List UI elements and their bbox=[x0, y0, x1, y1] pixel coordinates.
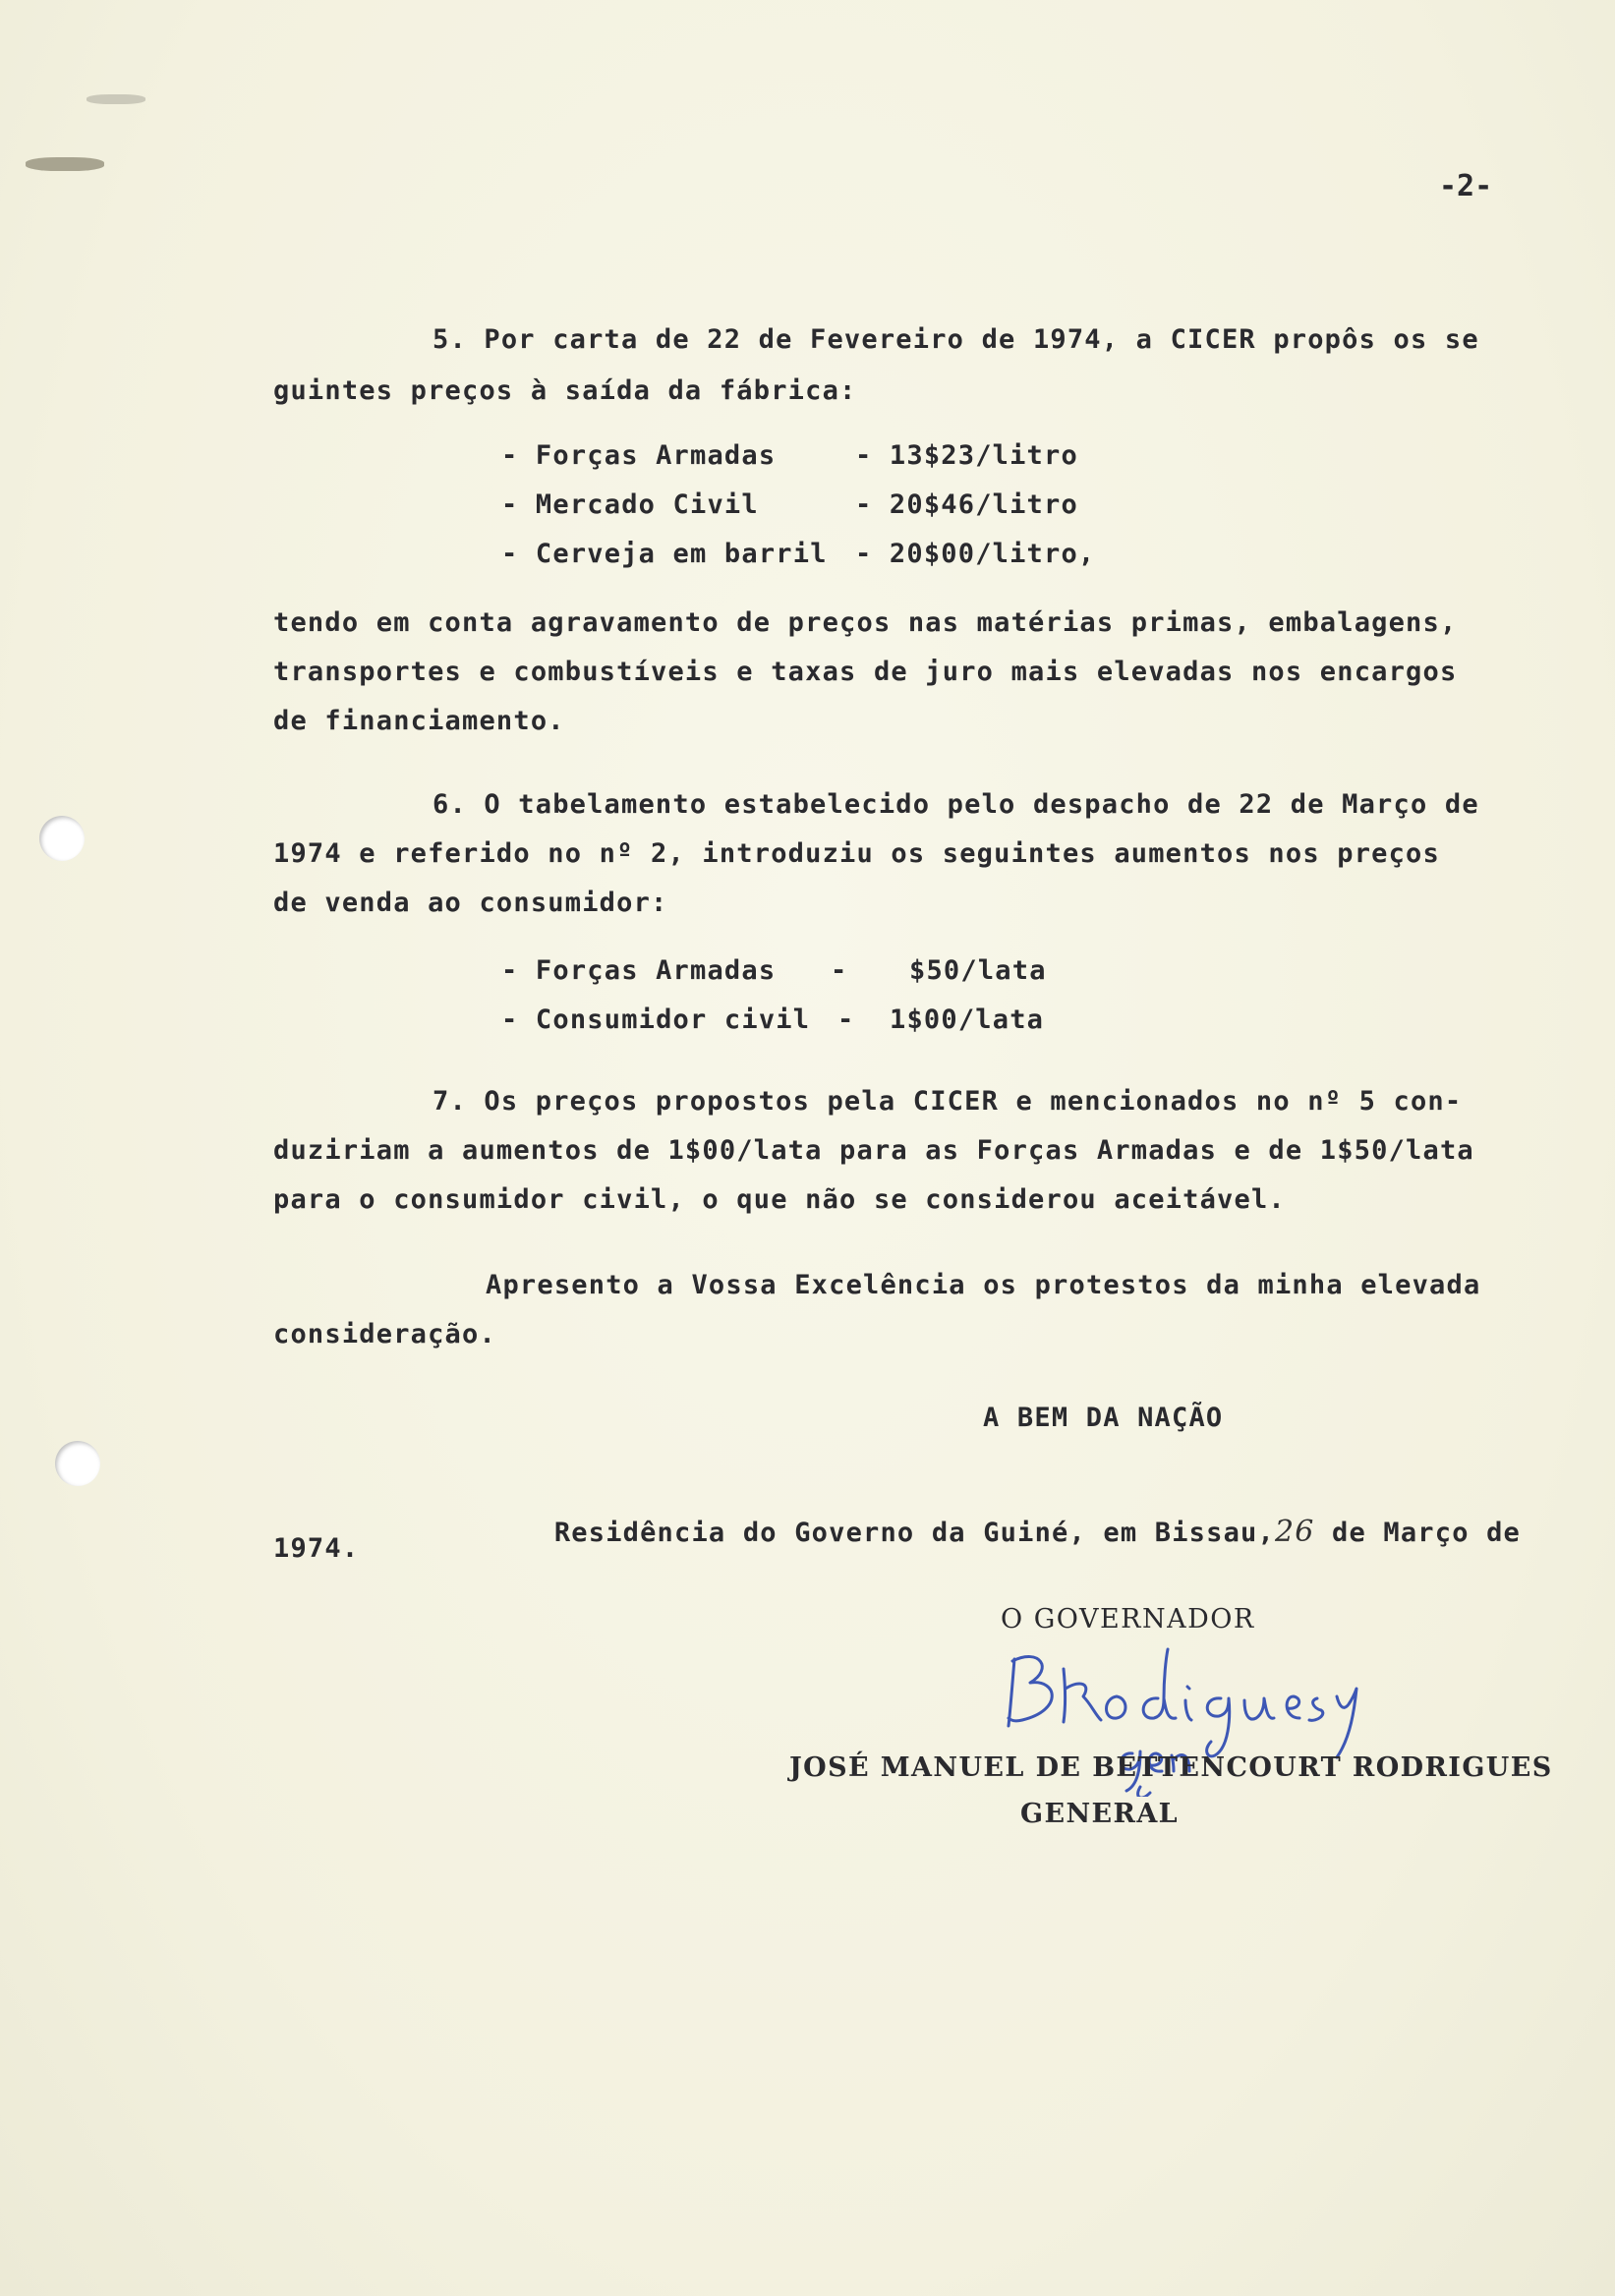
place-date-suffix: de Março de bbox=[1314, 1518, 1522, 1548]
closing-line: consideração. bbox=[273, 1319, 496, 1349]
para5-item-value: - 20$00/litro, bbox=[855, 539, 1096, 569]
para5-cont-line: transportes e combustíveis e taxas de juro mais elevadas nos encargos bbox=[273, 657, 1458, 687]
closing-line: Apresento a Vossa Excelência os protestos da minha elevada bbox=[486, 1270, 1481, 1300]
para5-cont-line: de financiamento. bbox=[273, 706, 565, 736]
para5-item-value: - 13$23/litro bbox=[855, 440, 1078, 471]
signatory-name: JOSÉ MANUEL DE BETTENCOURT RODRIGUES bbox=[789, 1752, 1553, 1783]
para6-line: 6. O tabelamento estabelecido pelo despacho de 22 de Março de bbox=[433, 789, 1479, 820]
place-date-prefix: Residência do Governo da Guiné, em Bissau, bbox=[553, 1518, 1275, 1548]
place-date-year: 1974. bbox=[273, 1533, 360, 1564]
para6-item-sep: - bbox=[837, 1004, 855, 1035]
para5-item-value: - 20$46/litro bbox=[855, 489, 1078, 520]
para7-line: duziriam a aumentos de 1$00/lata para as Forças Armadas e de 1$50/lata bbox=[273, 1135, 1474, 1166]
signature-title: O GOVERNADOR bbox=[1001, 1604, 1255, 1635]
para5-line2: guintes preços à saída da fábrica: bbox=[273, 375, 857, 406]
page-number: -2- bbox=[1439, 169, 1493, 203]
motto: A BEM DA NAÇÃO bbox=[983, 1403, 1224, 1433]
ink-smudge bbox=[87, 94, 145, 104]
handwritten-day: 26 bbox=[1274, 1515, 1315, 1549]
para5-item-label: - Forças Armadas bbox=[501, 440, 777, 471]
para6-line: de venda ao consumidor: bbox=[273, 888, 668, 918]
para6-line: 1974 e referido no nº 2, introduziu os seguintes aumentos nos preços bbox=[273, 838, 1440, 869]
para5-item-label: - Mercado Civil bbox=[501, 489, 759, 520]
ink-smudge bbox=[26, 157, 104, 171]
para6-item-value: $50/lata bbox=[909, 955, 1047, 986]
para6-item-sep: - bbox=[831, 955, 848, 986]
para5-line1: 5. Por carta de 22 de Fevereiro de 1974, a CICER propôs os se bbox=[433, 324, 1479, 355]
punch-hole bbox=[55, 1441, 100, 1486]
para7-line: para o consumidor civil, o que não se considerou aceitável. bbox=[273, 1184, 1286, 1215]
signatory-rank: GENERAL bbox=[1020, 1799, 1180, 1829]
para7-line: 7. Os preços propostos pela CICER e mencionados no nº 5 con- bbox=[433, 1086, 1463, 1117]
para5-item-label: - Cerveja em barril bbox=[501, 539, 828, 569]
para6-item-value: 1$00/lata bbox=[890, 1004, 1045, 1035]
place-date-line bbox=[486, 1484, 1521, 1579]
para6-item-label: - Forças Armadas bbox=[501, 955, 777, 986]
punch-hole bbox=[39, 816, 85, 861]
para6-item-label: - Consumidor civil bbox=[501, 1004, 811, 1035]
para5-cont-line: tendo em conta agravamento de preços nas matérias primas, embalagens, bbox=[273, 607, 1458, 638]
